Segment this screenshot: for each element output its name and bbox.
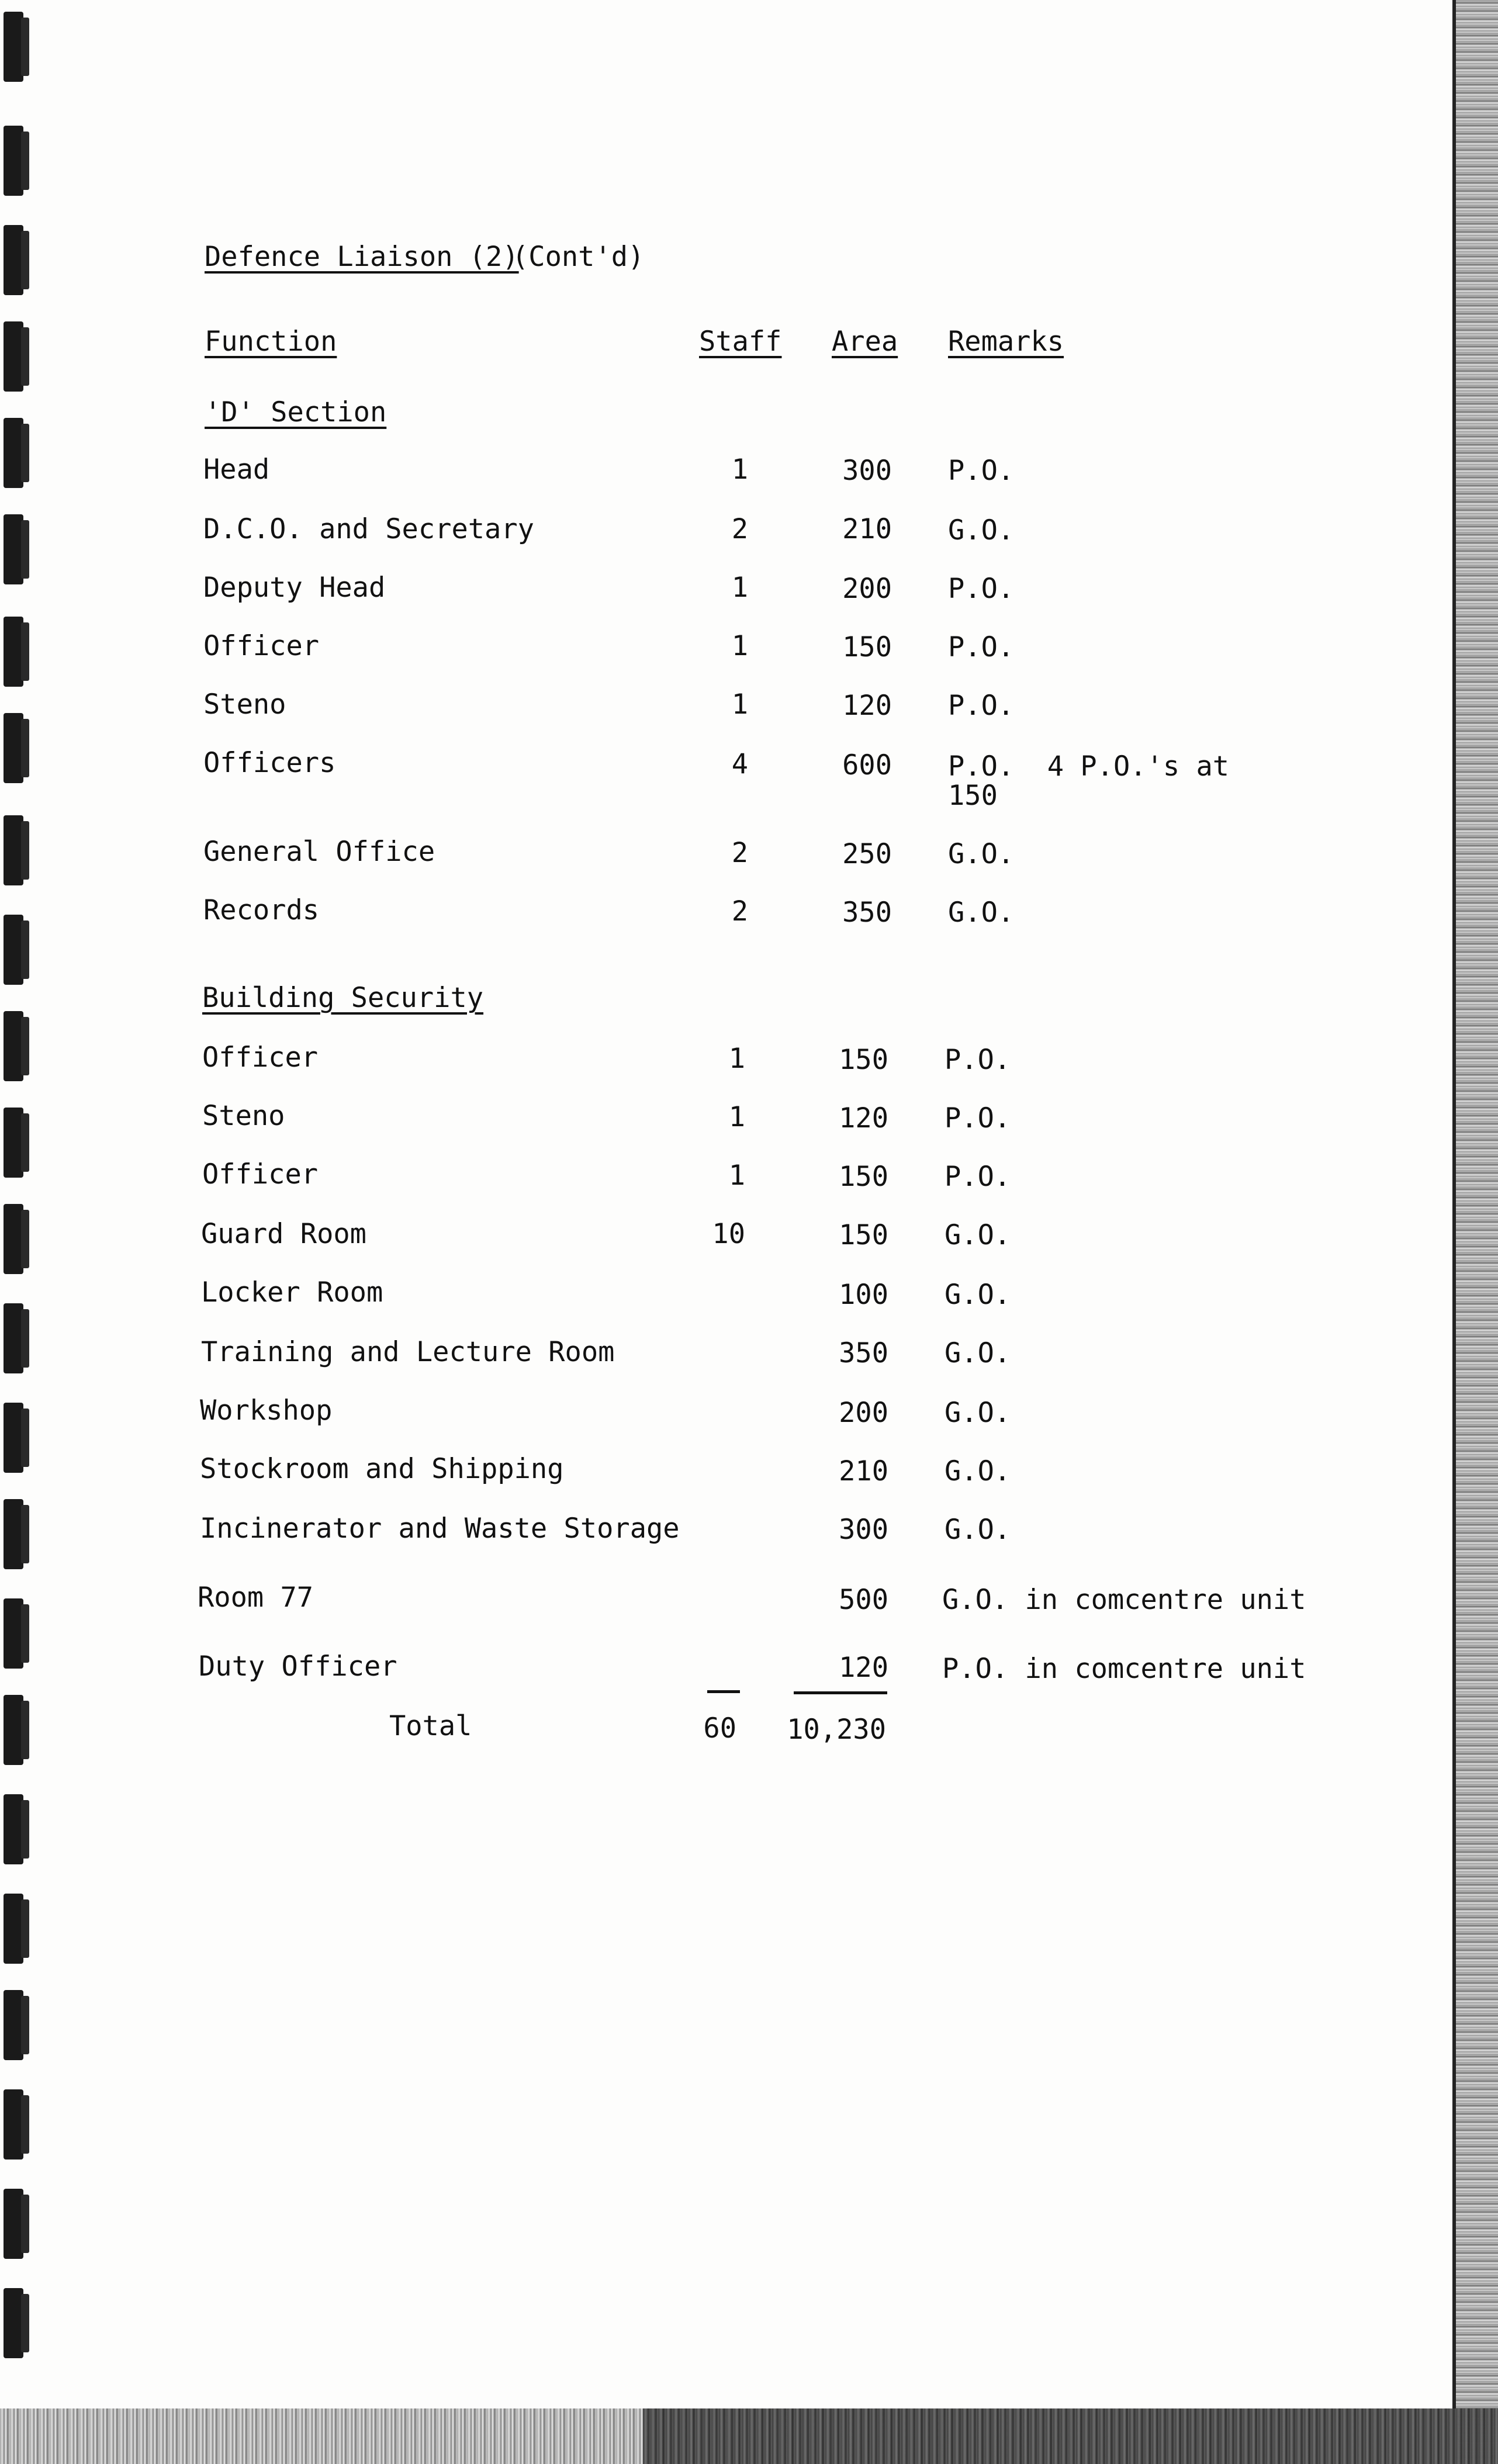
column-header-function: Function (205, 326, 337, 358)
row-function: Room 77 (198, 1581, 314, 1614)
row-area: 150 (839, 1219, 888, 1251)
column-header-staff: Staff (699, 326, 782, 358)
row-function: Officer (203, 630, 320, 662)
row-remarks: G.O. (945, 1455, 1011, 1487)
row-remarks: P.O. (948, 690, 1015, 722)
binding-hole (4, 1403, 23, 1473)
binding-hole (4, 321, 23, 392)
total-rule-staff (707, 1690, 740, 1693)
row-area: 200 (839, 1397, 888, 1429)
page-edge-bottom-dark (643, 2408, 1498, 2464)
binding-hole (4, 418, 23, 488)
row-area: 150 (839, 1161, 888, 1193)
row-remarks: G.O. in comcentre unit (942, 1584, 1306, 1616)
total-area: 10,230 (787, 1714, 886, 1746)
binding-hole (4, 2288, 23, 2358)
binding-hole (4, 915, 23, 985)
total-rule-area (794, 1691, 887, 1694)
row-function: Steno (203, 688, 286, 721)
row-function: Duty Officer (199, 1650, 397, 1683)
row-area: 120 (839, 1652, 888, 1684)
binding-hole (4, 1108, 23, 1178)
binding-hole (4, 1695, 23, 1765)
row-remarks: G.O. (945, 1397, 1011, 1429)
row-remarks: P.O. in comcentre unit (942, 1653, 1306, 1685)
row-function: Officer (202, 1041, 319, 1074)
binding-hole (4, 2189, 23, 2259)
row-remarks: G.O. (948, 838, 1015, 870)
total-label: Total (389, 1710, 472, 1742)
row-function: Workshop (200, 1394, 333, 1427)
row-function: Officer (202, 1158, 319, 1191)
row-function: Records (203, 894, 320, 926)
binding-hole (4, 1894, 23, 1964)
binding-hole (4, 514, 23, 584)
section-heading-d: 'D' Section (205, 396, 387, 428)
row-remarks: G.O. (948, 514, 1015, 546)
row-area: 250 (842, 838, 892, 870)
column-header-area: Area (832, 326, 898, 358)
row-remarks: G.O. (945, 1514, 1011, 1546)
row-area: 300 (842, 455, 892, 487)
document-title: Defence Liaison (2) (205, 241, 519, 273)
binding-hole (4, 2089, 23, 2160)
binding-hole (4, 713, 23, 783)
row-staff: 2 (731, 837, 748, 869)
row-remarks: G.O. (945, 1337, 1011, 1369)
row-function: Locker Room (201, 1276, 383, 1309)
binding-hole (4, 1499, 23, 1569)
row-remarks: G.O. (945, 1219, 1011, 1251)
row-staff: 1 (728, 1160, 745, 1192)
row-remarks: P.O. 4 P.O.'s at (948, 750, 1230, 783)
row-area: 210 (842, 513, 892, 545)
binding-hole (4, 126, 23, 196)
row-area: 120 (839, 1102, 888, 1134)
row-staff: 4 (731, 748, 748, 780)
row-remarks: G.O. (945, 1279, 1011, 1311)
row-staff: 1 (731, 630, 748, 662)
row-function: Head (203, 454, 270, 486)
row-function: Guard Room (201, 1218, 366, 1250)
row-area: 150 (842, 631, 892, 663)
row-area: 350 (839, 1337, 888, 1369)
row-remarks: P.O. (948, 573, 1015, 605)
binding-hole (4, 1990, 23, 2060)
row-function: Steno (202, 1100, 285, 1132)
row-area: 600 (842, 749, 892, 781)
row-remarks: P.O. (945, 1161, 1011, 1193)
row-function: General Office (203, 836, 435, 868)
row-area: 300 (839, 1514, 888, 1546)
row-area: 150 (839, 1044, 888, 1076)
row-staff: 2 (731, 513, 748, 545)
document-title-continued: (Cont'd) (512, 241, 645, 273)
row-function: Incinerator and Waste Storage (200, 1513, 680, 1545)
page-edge-right (1454, 0, 1498, 2464)
row-remarks: P.O. (945, 1044, 1011, 1076)
row-function: Officers (203, 747, 336, 779)
binding-hole (4, 815, 23, 885)
binding-hole (4, 12, 23, 82)
binding-hole (4, 1598, 23, 1669)
row-staff: 2 (731, 895, 748, 928)
binding-hole (4, 617, 23, 687)
row-area: 200 (842, 573, 892, 605)
row-staff: 1 (728, 1101, 745, 1133)
row-function: Training and Lecture Room (201, 1336, 615, 1368)
row-staff: 1 (731, 688, 748, 721)
binding-hole (4, 225, 23, 295)
binding-hole (4, 1204, 23, 1274)
row-area: 120 (842, 690, 892, 722)
row-staff: 1 (731, 454, 748, 486)
row-remarks: G.O. (948, 897, 1015, 929)
row-area: 210 (839, 1455, 888, 1487)
binding-hole (4, 1011, 23, 1081)
total-staff: 60 (703, 1712, 736, 1745)
row-area: 500 (839, 1584, 888, 1616)
column-header-remarks: Remarks (948, 326, 1064, 358)
row-function: Stockroom and Shipping (200, 1453, 564, 1485)
row-area: 350 (842, 897, 892, 929)
row-remarks: P.O. (948, 455, 1015, 487)
row-staff: 1 (728, 1043, 745, 1075)
row-staff: 10 (712, 1218, 745, 1250)
binding-hole (4, 1303, 23, 1373)
page-edge-line (1452, 0, 1456, 2464)
row-area: 100 (839, 1279, 888, 1311)
row-function: D.C.O. and Secretary (203, 513, 534, 545)
section-heading-security: Building Security (202, 982, 484, 1014)
row-remarks-continued: 150 (948, 780, 998, 812)
binding-hole (4, 1794, 23, 1864)
row-function: Deputy Head (203, 572, 386, 604)
row-remarks: P.O. (948, 631, 1015, 663)
row-remarks: P.O. (945, 1102, 1011, 1134)
row-staff: 1 (731, 572, 748, 604)
